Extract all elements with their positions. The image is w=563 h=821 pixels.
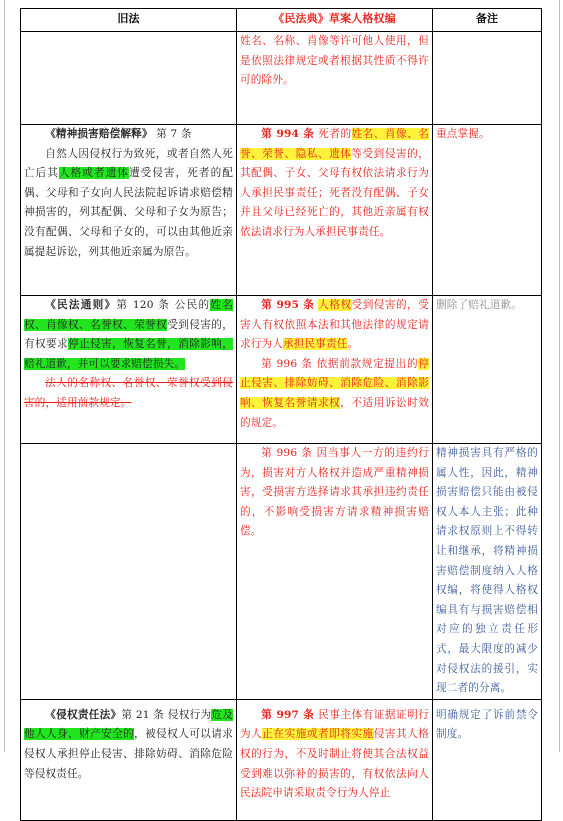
note-cell: [433, 32, 542, 125]
note-cell: [433, 125, 542, 296]
old-law-cell: [21, 32, 237, 125]
note-cell: [433, 699, 542, 820]
comparison-table: [20, 8, 542, 821]
highlighted-text: 停止侵害，恢复名誉，消除影响，赔礼道歉，并可以要求赔偿损失。: [24, 338, 233, 370]
new-law-text: 姓名、名称、肖像等许可他人使用，但是依照法律规定或者根据其性质不得许可的除外。: [240, 35, 429, 87]
new-law-text: 第 996 条 依据前款规定提出的: [261, 357, 419, 370]
new-law-article: 第 994 条: [261, 128, 315, 140]
old-law-article: 第 21 条: [121, 708, 165, 721]
new-law-article: 第 997 条: [261, 708, 315, 721]
note-text: 明确规定了诉前禁令制度。: [436, 708, 538, 741]
old-law-cell: [21, 444, 237, 700]
table-row: [21, 32, 542, 125]
table-row: [21, 699, 542, 820]
table-row: [21, 296, 542, 444]
header-civil-code-draft: 《民法典》草案人格权编: [237, 9, 433, 32]
note-text: 重点掌握。: [436, 128, 490, 140]
new-law-cell: [237, 296, 433, 444]
note-text: 删除了赔礼道歉。: [436, 299, 522, 311]
new-law-cell: [237, 32, 433, 125]
table-row: [21, 444, 542, 700]
highlighted-text: 停止侵害、排除妨碍、消除危险、消除影响、恢复名誉请求权: [240, 357, 429, 409]
header-old-law: 旧法: [21, 9, 237, 32]
new-law-cell: [237, 125, 433, 296]
note-text: 精神损害具有严格的属人性，因此，精神损害赔偿只能由被侵权人本人主张；此种请求权原则上不得转让和继承，将精神损害赔偿制度纳入人格权编，将使得人格权编具有与损害赔偿相对应的独立责任形式，最大限度的减少对侵权法的援引，实现二者的分离。: [436, 447, 538, 695]
deleted-text: 法人的名称权、名誉权、荣誉权受到侵害的，适用前款规定。: [24, 377, 233, 409]
highlighted-text: 人格权: [318, 299, 352, 311]
new-law-text: 第 996 条 因当事人一方的违约行为，损害对方人格权并造成严重精神损害，受损害方选择请求其承担违约责任的，不影响受损害方请求精神损害赔偿。: [240, 447, 429, 538]
old-law-article: 第 7 条: [156, 128, 192, 140]
new-law-text: 死者的: [318, 128, 352, 140]
new-law-text: 等受到侵害的，其配偶、子女、父母有权依法请求行为人承担民事责任；死者没有配偶、子女并且父母已经死亡的，其他近亲属有权依法请求行为人承担民事责任。: [240, 147, 429, 238]
highlighted-text: 姓名、肖像、名誉、荣誉、隐私、遗体: [240, 128, 429, 160]
note-cell: [433, 296, 542, 444]
new-law-text: 民事主体有证据证明行为人: [240, 708, 429, 741]
old-law-source: 《精神损害赔偿解释》: [45, 128, 153, 140]
note-cell: [433, 444, 542, 700]
old-law-cell: [21, 125, 237, 296]
header-notes: 备注: [433, 9, 542, 32]
new-law-text: 。: [347, 338, 359, 351]
highlighted-text: 人格或者遗体: [58, 167, 129, 180]
old-law-cell: [21, 699, 237, 820]
old-law-text: 受到侵害的，有权要求: [24, 318, 233, 351]
new-law-text: 侵害其人格权的行为，不及时制止将使其合法权益受到难以弥补的损害的，有权依法向人民法院申请采取责令行为人停止: [240, 728, 429, 800]
old-law-cell: [21, 296, 237, 444]
new-law-cell: [237, 444, 433, 700]
old-law-text: 公民的: [174, 299, 211, 311]
table-row: [21, 125, 542, 296]
highlighted-text: 危及他人人身、财产安全的: [24, 708, 233, 741]
old-law-text: 遭受侵害，死者的配偶、父母和子女向人民法院起诉请求赔偿精神损害的，列其配偶、父母和子女为原告；没有配偶、父母和子女的，可以由其他近亲属提起诉讼，列其他近亲属为原告。: [24, 167, 233, 258]
old-law-text: ，被侵权人可以请求侵权人承担停止侵害、排除妨碍、消除危险等侵权责任。: [24, 728, 233, 780]
new-law-text: ，不适用诉讼时效的规定。: [240, 396, 429, 429]
new-law-cell: [237, 699, 433, 820]
highlighted-text: 姓名权、肖像权、名誉权、荣誉权: [24, 299, 233, 331]
old-law-text: 自然人因侵权行为致死，或者自然人死亡后其: [24, 147, 233, 180]
new-law-article: 第 995 条: [261, 299, 315, 311]
old-law-source: 《侵权责任法》: [45, 708, 122, 721]
highlighted-text: 承担民事责任: [282, 338, 348, 351]
old-law-article: 第 120 条: [116, 299, 171, 311]
header-row: [21, 9, 542, 32]
old-law-source: 《民法通则》: [45, 299, 117, 311]
document-page: [4, 0, 560, 800]
new-law-text: 受到侵害的，受害人有权依照本法和其他法律的规定请求行为人: [240, 299, 429, 351]
highlighted-text: 正在实施或者即将实施: [262, 728, 374, 741]
old-law-text: 侵权行为: [167, 708, 212, 721]
